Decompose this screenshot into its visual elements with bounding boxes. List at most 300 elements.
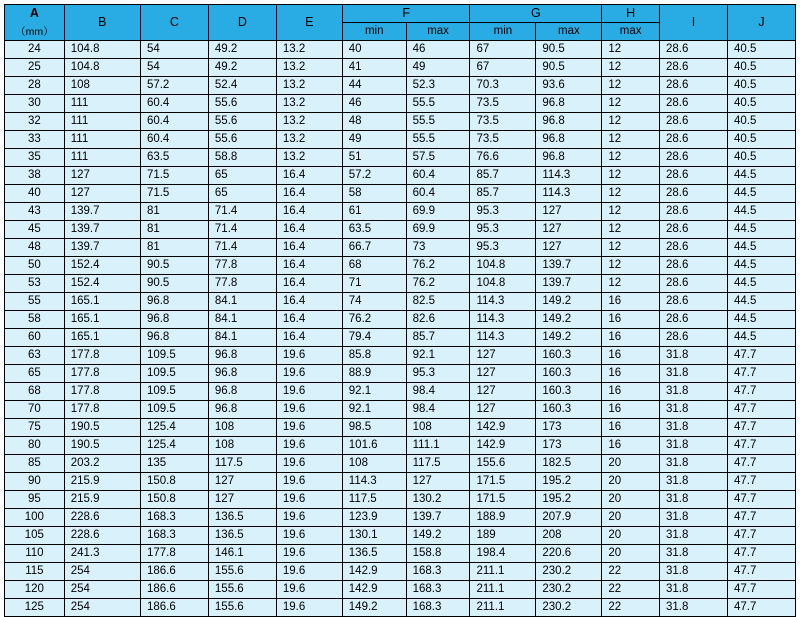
table-row: [5, 545, 796, 563]
table-cell: 130.2: [406, 491, 470, 509]
table-cell: 71.5: [140, 167, 208, 185]
table-cell: 19.6: [276, 365, 342, 383]
table-cell: 12: [602, 257, 660, 275]
table-cell: 96.8: [536, 149, 602, 167]
table-cell: 44.5: [727, 185, 795, 203]
table-cell: 74: [342, 293, 406, 311]
table-cell: 76.6: [470, 149, 536, 167]
table-cell: 149.2: [536, 293, 602, 311]
table-cell: 139.7: [406, 509, 470, 527]
table-cell: 177.8: [64, 401, 140, 419]
cell-size-a: 50: [5, 257, 65, 275]
table-cell: 12: [602, 131, 660, 149]
table-cell: 47.7: [727, 455, 795, 473]
table-cell: 142.9: [342, 581, 406, 599]
table-cell: 19.6: [276, 563, 342, 581]
table-cell: 28.6: [659, 149, 727, 167]
table-cell: 149.2: [536, 329, 602, 347]
table-cell: 40.5: [727, 131, 795, 149]
table-cell: 31.8: [659, 437, 727, 455]
table-cell: 123.9: [342, 509, 406, 527]
table-header: [5, 5, 796, 41]
table-cell: 98.4: [406, 383, 470, 401]
table-cell: 16: [602, 311, 660, 329]
table-cell: 16: [602, 419, 660, 437]
table-cell: 173: [536, 419, 602, 437]
table-cell: 93.6: [536, 77, 602, 95]
table-row: [5, 95, 796, 113]
table-cell: 12: [602, 149, 660, 167]
cell-size-a: 90: [5, 473, 65, 491]
table-cell: 165.1: [64, 293, 140, 311]
table-cell: 84.1: [208, 329, 276, 347]
table-cell: 73: [406, 239, 470, 257]
table-cell: 19.6: [276, 509, 342, 527]
header-col-h: H: [602, 5, 660, 23]
table-cell: 12: [602, 113, 660, 131]
table-cell: 190.5: [64, 437, 140, 455]
table-cell: 51: [342, 149, 406, 167]
table-cell: 114.3: [470, 329, 536, 347]
table-cell: 114.3: [470, 293, 536, 311]
table-cell: 22: [602, 563, 660, 581]
table-cell: 58.8: [208, 149, 276, 167]
table-cell: 211.1: [470, 581, 536, 599]
table-row: [5, 329, 796, 347]
header-col-j: J: [727, 5, 795, 41]
table-cell: 60.4: [140, 95, 208, 113]
table-cell: 44.5: [727, 257, 795, 275]
table-cell: 57.5: [406, 149, 470, 167]
table-cell: 125.4: [140, 437, 208, 455]
table-cell: 44.5: [727, 203, 795, 221]
table-cell: 61: [342, 203, 406, 221]
table-cell: 71.5: [140, 185, 208, 203]
cell-size-a: 125: [5, 599, 65, 617]
table-cell: 90.5: [536, 41, 602, 59]
table-cell: 171.5: [470, 473, 536, 491]
dimension-table: [4, 4, 796, 617]
cell-size-a: 48: [5, 239, 65, 257]
table-cell: 31.8: [659, 419, 727, 437]
table-row: [5, 293, 796, 311]
table-cell: 254: [64, 581, 140, 599]
table-row: [5, 383, 796, 401]
table-cell: 13.2: [276, 113, 342, 131]
table-cell: 28.6: [659, 95, 727, 113]
table-cell: 186.6: [140, 599, 208, 617]
table-cell: 46: [406, 41, 470, 59]
cell-size-a: 40: [5, 185, 65, 203]
table-cell: 12: [602, 167, 660, 185]
table-cell: 28.6: [659, 167, 727, 185]
table-cell: 31.8: [659, 365, 727, 383]
table-cell: 52.3: [406, 77, 470, 95]
table-cell: 60.4: [406, 185, 470, 203]
table-cell: 73.5: [470, 95, 536, 113]
table-cell: 117.5: [342, 491, 406, 509]
table-cell: 40: [342, 41, 406, 59]
table-cell: 20: [602, 491, 660, 509]
table-cell: 139.7: [536, 275, 602, 293]
table-cell: 76.2: [342, 311, 406, 329]
table-cell: 92.1: [342, 383, 406, 401]
table-cell: 198.4: [470, 545, 536, 563]
table-cell: 28.6: [659, 59, 727, 77]
table-cell: 92.1: [342, 401, 406, 419]
table-cell: 152.4: [64, 257, 140, 275]
table-cell: 85.8: [342, 347, 406, 365]
table-cell: 19.6: [276, 401, 342, 419]
table-cell: 85.7: [406, 329, 470, 347]
table-cell: 177.8: [64, 347, 140, 365]
table-cell: 19.6: [276, 545, 342, 563]
table-cell: 31.8: [659, 581, 727, 599]
table-cell: 28.6: [659, 221, 727, 239]
table-cell: 186.6: [140, 581, 208, 599]
table-cell: 16.4: [276, 203, 342, 221]
table-cell: 142.9: [470, 437, 536, 455]
table-cell: 90.5: [140, 257, 208, 275]
table-cell: 109.5: [140, 365, 208, 383]
table-cell: 84.1: [208, 293, 276, 311]
table-cell: 28.6: [659, 257, 727, 275]
table-cell: 136.5: [208, 509, 276, 527]
table-row: [5, 311, 796, 329]
table-row: [5, 239, 796, 257]
table-row: [5, 185, 796, 203]
table-cell: 16: [602, 329, 660, 347]
table-cell: 49: [406, 59, 470, 77]
table-cell: 95.3: [470, 203, 536, 221]
table-cell: 117.5: [208, 455, 276, 473]
table-cell: 19.6: [276, 473, 342, 491]
header-col-a: [5, 5, 65, 41]
table-cell: 182.5: [536, 455, 602, 473]
table-cell: 46: [342, 95, 406, 113]
header-col-f: F: [342, 5, 470, 23]
table-cell: 149.2: [536, 311, 602, 329]
table-cell: 31.8: [659, 473, 727, 491]
cell-size-a: 38: [5, 167, 65, 185]
table-cell: 127: [470, 347, 536, 365]
table-cell: 19.6: [276, 383, 342, 401]
table-cell: 81: [140, 203, 208, 221]
table-cell: 150.8: [140, 473, 208, 491]
table-cell: 111: [64, 149, 140, 167]
table-cell: 60.4: [140, 131, 208, 149]
table-cell: 73.5: [470, 113, 536, 131]
cell-size-a: 53: [5, 275, 65, 293]
table-row: [5, 509, 796, 527]
table-cell: 108: [406, 419, 470, 437]
table-cell: 52.4: [208, 77, 276, 95]
table-cell: 111.1: [406, 437, 470, 455]
table-cell: 85.7: [470, 167, 536, 185]
table-cell: 114.3: [470, 311, 536, 329]
table-cell: 49: [342, 131, 406, 149]
table-cell: 155.6: [208, 581, 276, 599]
cell-size-a: 75: [5, 419, 65, 437]
table-cell: 40.5: [727, 41, 795, 59]
table-cell: 96.8: [208, 383, 276, 401]
table-cell: 127: [536, 239, 602, 257]
table-cell: 16.4: [276, 275, 342, 293]
table-cell: 177.8: [64, 383, 140, 401]
header-row-groups: [5, 5, 796, 23]
cell-size-a: 68: [5, 383, 65, 401]
header-g-min: min: [470, 23, 536, 41]
cell-size-a: 35: [5, 149, 65, 167]
header-f-max: max: [406, 23, 470, 41]
table-row: [5, 347, 796, 365]
cell-size-a: 110: [5, 545, 65, 563]
table-cell: 58: [342, 185, 406, 203]
table-row: [5, 563, 796, 581]
table-cell: 28.6: [659, 77, 727, 95]
table-cell: 41: [342, 59, 406, 77]
table-cell: 85.7: [470, 185, 536, 203]
table-cell: 40.5: [727, 59, 795, 77]
table-row: [5, 167, 796, 185]
table-cell: 31.8: [659, 545, 727, 563]
cell-size-a: 58: [5, 311, 65, 329]
table-cell: 49.2: [208, 41, 276, 59]
table-cell: 186.6: [140, 563, 208, 581]
table-cell: 54: [140, 59, 208, 77]
table-cell: 16: [602, 293, 660, 311]
table-cell: 168.3: [406, 563, 470, 581]
table-cell: 109.5: [140, 401, 208, 419]
table-cell: 188.9: [470, 509, 536, 527]
table-cell: 203.2: [64, 455, 140, 473]
table-cell: 22: [602, 599, 660, 617]
table-cell: 142.9: [342, 563, 406, 581]
table-cell: 98.4: [406, 401, 470, 419]
table-cell: 28.6: [659, 185, 727, 203]
table-cell: 47.7: [727, 545, 795, 563]
table-cell: 44.5: [727, 329, 795, 347]
table-cell: 177.8: [64, 365, 140, 383]
table-cell: 150.8: [140, 491, 208, 509]
table-cell: 81: [140, 239, 208, 257]
table-cell: 220.6: [536, 545, 602, 563]
table-cell: 44.5: [727, 275, 795, 293]
table-cell: 57.2: [342, 167, 406, 185]
table-cell: 67: [470, 59, 536, 77]
table-cell: 44.5: [727, 293, 795, 311]
table-cell: 16: [602, 437, 660, 455]
table-cell: 40.5: [727, 95, 795, 113]
table-cell: 48: [342, 113, 406, 131]
table-row: [5, 203, 796, 221]
table-cell: 16.4: [276, 293, 342, 311]
table-cell: 95.3: [470, 239, 536, 257]
table-cell: 28.6: [659, 113, 727, 131]
table-cell: 47.7: [727, 491, 795, 509]
table-cell: 108: [342, 455, 406, 473]
table-cell: 101.6: [342, 437, 406, 455]
table-cell: 13.2: [276, 59, 342, 77]
table-cell: 79.4: [342, 329, 406, 347]
table-cell: 19.6: [276, 455, 342, 473]
table-cell: 168.3: [406, 581, 470, 599]
table-cell: 96.8: [140, 293, 208, 311]
table-cell: 155.6: [208, 563, 276, 581]
table-cell: 114.3: [536, 185, 602, 203]
table-cell: 95.3: [406, 365, 470, 383]
table-cell: 136.5: [208, 527, 276, 545]
cell-size-a: 105: [5, 527, 65, 545]
table-row: [5, 491, 796, 509]
table-row: [5, 455, 796, 473]
table-cell: 44.5: [727, 167, 795, 185]
table-cell: 108: [208, 419, 276, 437]
table-cell: 211.1: [470, 599, 536, 617]
table-cell: 20: [602, 527, 660, 545]
header-col-a-unit: （mm）: [15, 25, 54, 38]
table-cell: 28.6: [659, 203, 727, 221]
table-cell: 96.8: [536, 95, 602, 113]
table-row: [5, 113, 796, 131]
table-cell: 20: [602, 545, 660, 563]
table-cell: 31.8: [659, 491, 727, 509]
table-cell: 31.8: [659, 599, 727, 617]
table-cell: 168.3: [406, 599, 470, 617]
table-cell: 195.2: [536, 491, 602, 509]
table-cell: 149.2: [342, 599, 406, 617]
table-cell: 12: [602, 185, 660, 203]
cell-size-a: 45: [5, 221, 65, 239]
table-cell: 20: [602, 473, 660, 491]
header-col-e: E: [276, 5, 342, 41]
table-cell: 117.5: [406, 455, 470, 473]
table-cell: 104.8: [64, 59, 140, 77]
table-cell: 20: [602, 455, 660, 473]
table-cell: 168.3: [140, 527, 208, 545]
table-cell: 55.5: [406, 131, 470, 149]
table-cell: 171.5: [470, 491, 536, 509]
table-cell: 139.7: [64, 203, 140, 221]
table-cell: 127: [64, 167, 140, 185]
table-cell: 40.5: [727, 113, 795, 131]
table-cell: 47.7: [727, 563, 795, 581]
table-cell: 82.5: [406, 293, 470, 311]
table-cell: 12: [602, 41, 660, 59]
table-cell: 104.8: [64, 41, 140, 59]
table-cell: 158.8: [406, 545, 470, 563]
table-cell: 139.7: [64, 239, 140, 257]
cell-size-a: 28: [5, 77, 65, 95]
cell-size-a: 100: [5, 509, 65, 527]
table-cell: 71.4: [208, 239, 276, 257]
table-cell: 84.1: [208, 311, 276, 329]
cell-size-a: 115: [5, 563, 65, 581]
table-cell: 70.3: [470, 77, 536, 95]
table-cell: 76.2: [406, 275, 470, 293]
table-cell: 28.6: [659, 329, 727, 347]
table-cell: 127: [208, 491, 276, 509]
table-cell: 16: [602, 383, 660, 401]
header-g-max: max: [536, 23, 602, 41]
table-cell: 139.7: [536, 257, 602, 275]
table-cell: 108: [208, 437, 276, 455]
table-cell: 13.2: [276, 77, 342, 95]
table-cell: 230.2: [536, 599, 602, 617]
table-cell: 76.2: [406, 257, 470, 275]
table-cell: 60.4: [140, 113, 208, 131]
table-cell: 19.6: [276, 419, 342, 437]
table-cell: 111: [64, 131, 140, 149]
table-cell: 146.1: [208, 545, 276, 563]
cell-size-a: 85: [5, 455, 65, 473]
table-cell: 31.8: [659, 347, 727, 365]
table-cell: 96.8: [140, 311, 208, 329]
header-h-max: max: [602, 23, 660, 41]
table-cell: 31.8: [659, 383, 727, 401]
table-cell: 16.4: [276, 257, 342, 275]
table-cell: 160.3: [536, 365, 602, 383]
table-cell: 20: [602, 509, 660, 527]
table-cell: 130.1: [342, 527, 406, 545]
table-row: [5, 401, 796, 419]
table-cell: 55.6: [208, 113, 276, 131]
table-cell: 114.3: [342, 473, 406, 491]
table-cell: 60.4: [406, 167, 470, 185]
table-cell: 16.4: [276, 329, 342, 347]
table-cell: 109.5: [140, 347, 208, 365]
table-cell: 96.8: [536, 131, 602, 149]
table-row: [5, 527, 796, 545]
table-cell: 55.5: [406, 113, 470, 131]
table-cell: 90.5: [140, 275, 208, 293]
table-cell: 127: [208, 473, 276, 491]
table-cell: 142.9: [470, 419, 536, 437]
table-cell: 28.6: [659, 311, 727, 329]
cell-size-a: 95: [5, 491, 65, 509]
table-cell: 55.5: [406, 95, 470, 113]
table-row: [5, 41, 796, 59]
table-cell: 16: [602, 347, 660, 365]
cell-size-a: 120: [5, 581, 65, 599]
header-col-g: G: [470, 5, 602, 23]
table-cell: 28.6: [659, 41, 727, 59]
table-cell: 111: [64, 95, 140, 113]
table-cell: 127: [406, 473, 470, 491]
table-cell: 47.7: [727, 383, 795, 401]
table-row: [5, 149, 796, 167]
table-cell: 96.8: [140, 329, 208, 347]
table-cell: 47.7: [727, 347, 795, 365]
table-row: [5, 365, 796, 383]
table-cell: 208: [536, 527, 602, 545]
table-row: [5, 221, 796, 239]
table-cell: 57.2: [140, 77, 208, 95]
table-cell: 177.8: [140, 545, 208, 563]
table-cell: 13.2: [276, 41, 342, 59]
table-row: [5, 131, 796, 149]
table-cell: 16.4: [276, 311, 342, 329]
table-cell: 96.8: [208, 401, 276, 419]
cell-size-a: 43: [5, 203, 65, 221]
cell-size-a: 25: [5, 59, 65, 77]
table-cell: 16.4: [276, 185, 342, 203]
table-cell: 16.4: [276, 221, 342, 239]
header-col-a-label: A: [29, 5, 39, 20]
table-cell: 127: [470, 365, 536, 383]
table-cell: 12: [602, 95, 660, 113]
table-cell: 31.8: [659, 401, 727, 419]
